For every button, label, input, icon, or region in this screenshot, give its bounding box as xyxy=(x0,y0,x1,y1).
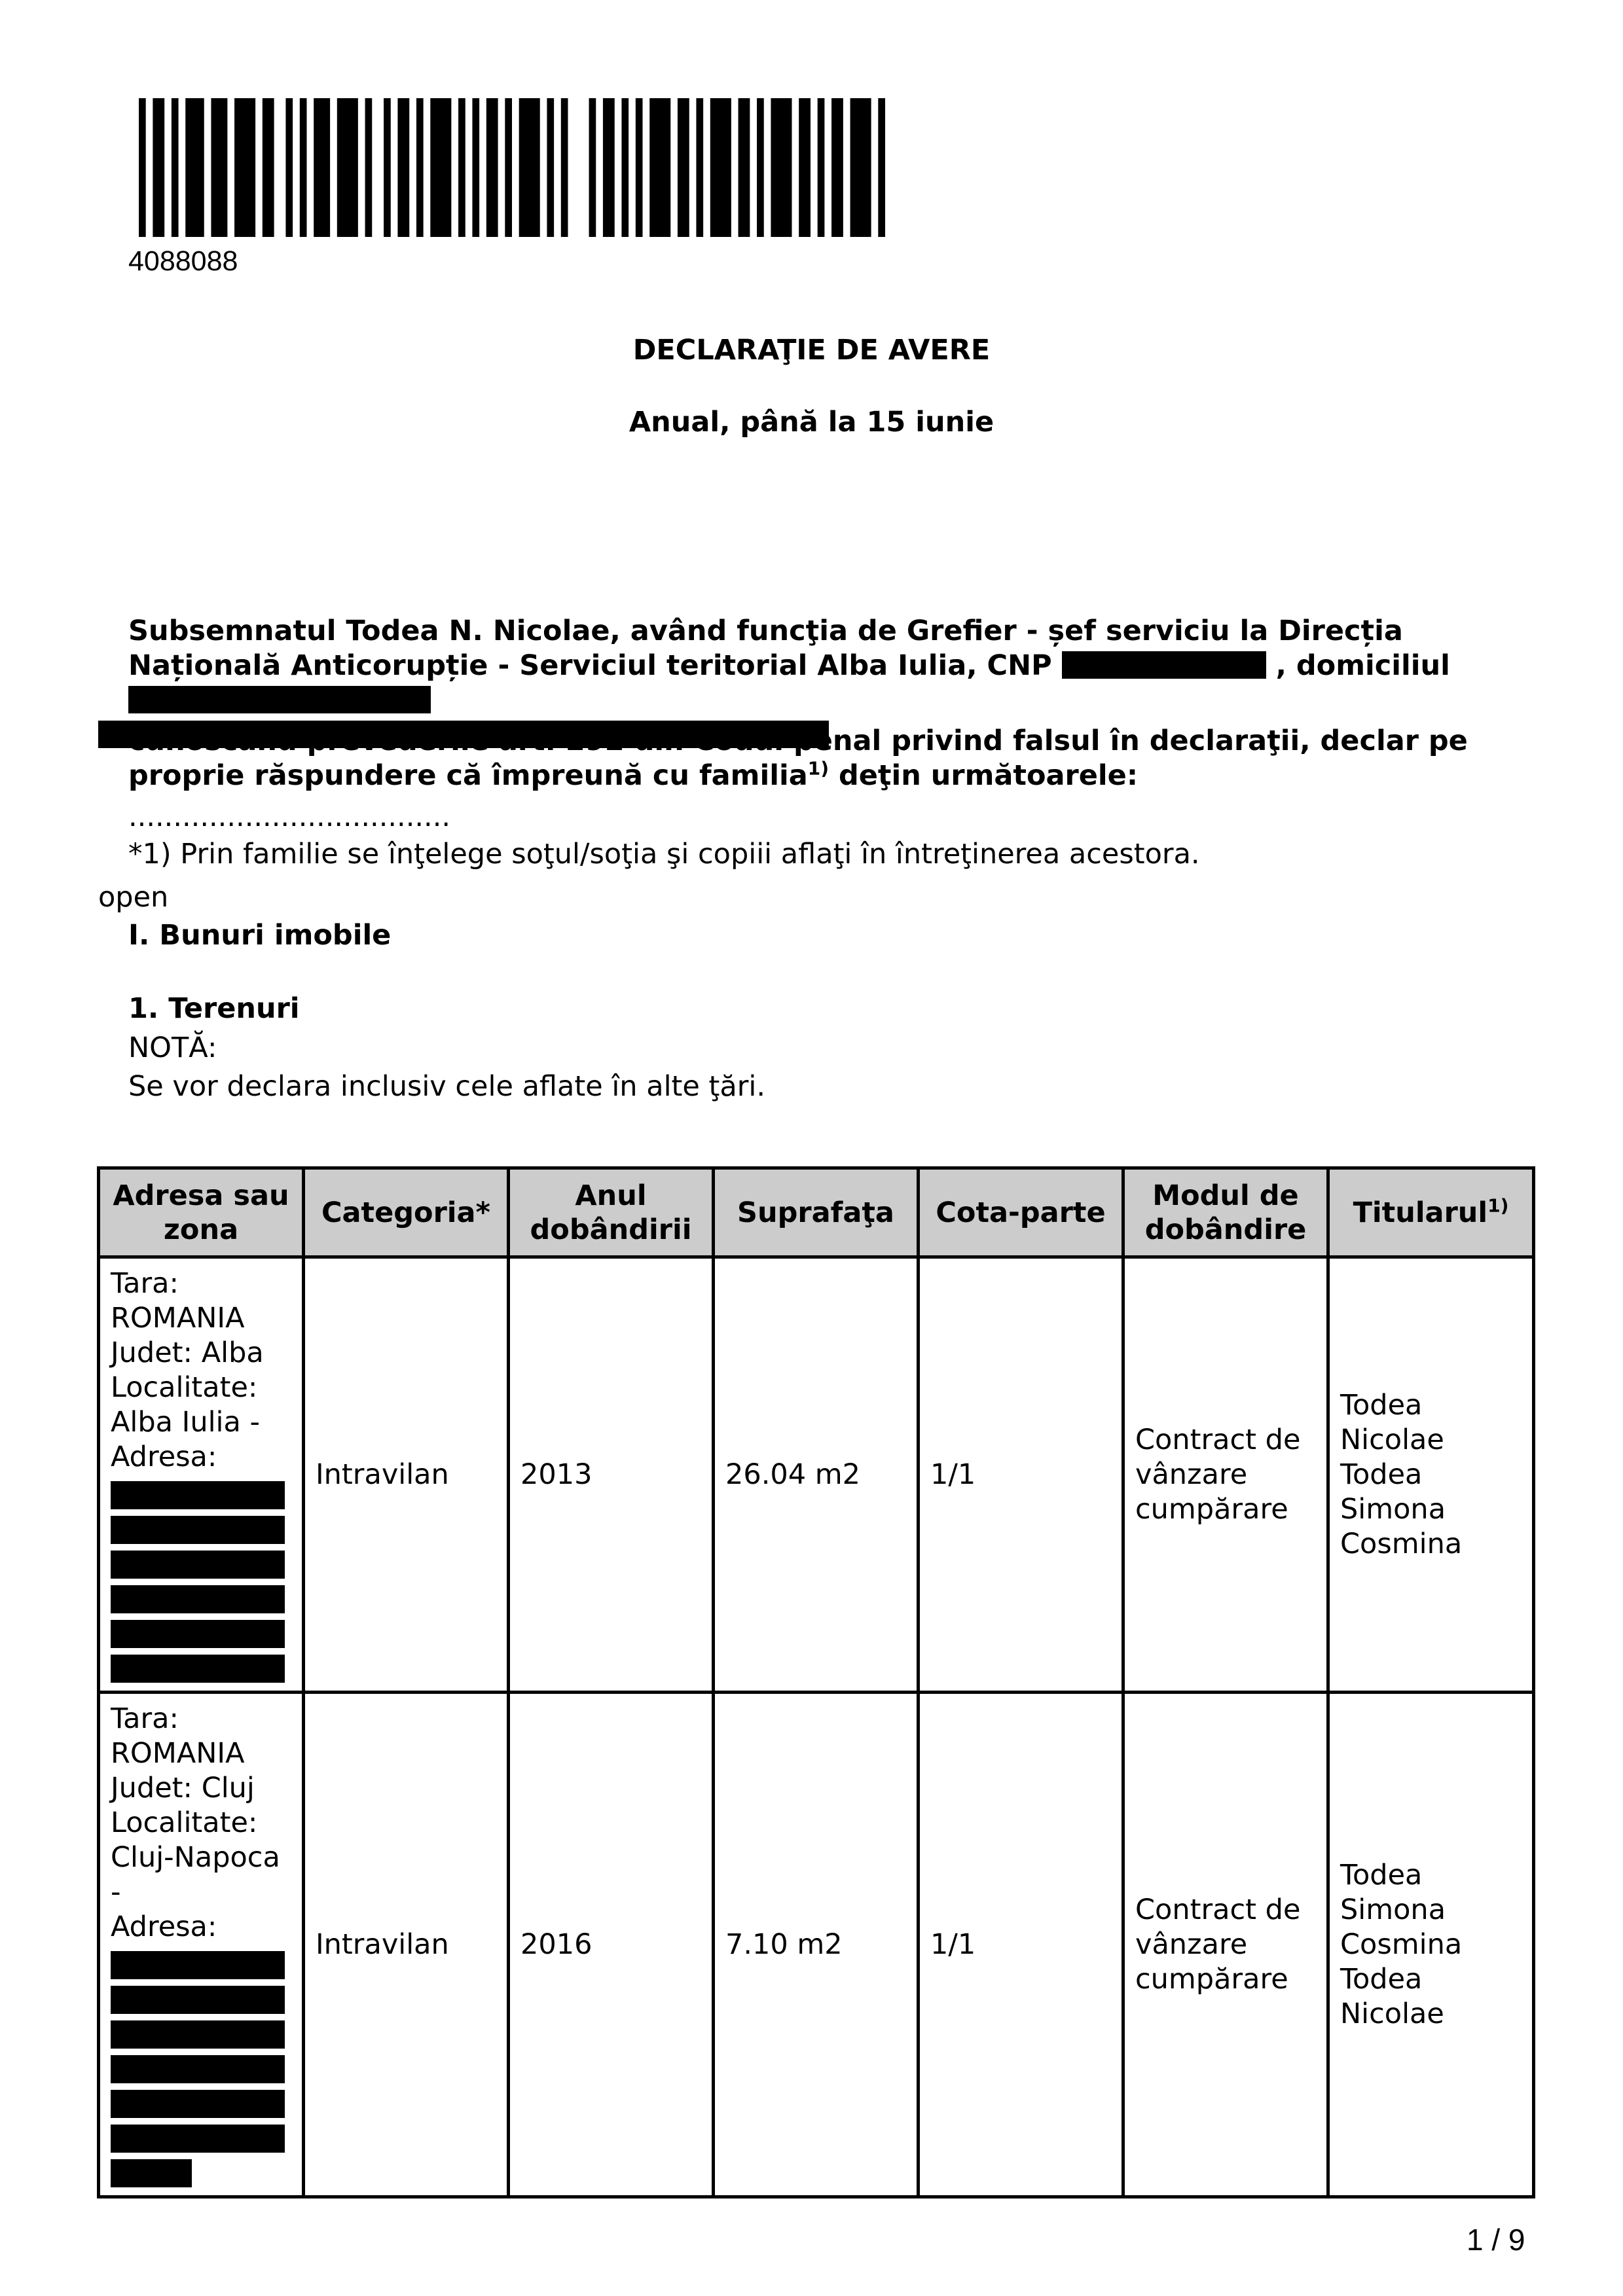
table-row xyxy=(99,1693,1534,2197)
cell-anul: 2013 xyxy=(509,1257,714,1693)
cell-modul: Contract de vânzare cumpărare xyxy=(1123,1693,1328,2197)
cell-suprafata: 26.04 m2 xyxy=(714,1257,919,1693)
column-header-modul: Modul de dobândire xyxy=(1123,1168,1328,1257)
document-title: DECLARAŢIE DE AVERE xyxy=(632,334,991,367)
barcode-bar xyxy=(234,98,255,237)
barcode-bar xyxy=(365,98,373,237)
redacted-address xyxy=(111,1481,285,1509)
barcode-bar xyxy=(505,98,512,237)
barcode-bar xyxy=(547,98,554,237)
barcode xyxy=(139,98,885,237)
barcode-bar xyxy=(878,98,885,237)
barcode-bar xyxy=(430,98,451,237)
family-footnote-marker: 1) xyxy=(807,757,829,780)
redacted-cnp xyxy=(1062,651,1266,679)
redacted-address xyxy=(111,2090,285,2118)
barcode-bar xyxy=(636,98,643,237)
barcode-bar xyxy=(710,98,731,237)
declaration-text: cunoscând prevederile art. 292 din Codul penal privind falsul în declaraţii, declar pe proprie răspundere că împreună cu familia xyxy=(128,725,1468,792)
cell-cota: 1/1 xyxy=(919,1693,1123,2197)
barcode-bar xyxy=(831,98,843,237)
barcode-bar xyxy=(416,98,424,237)
cell-categoria: Intravilan xyxy=(304,1257,509,1693)
declaration-text-end: deţin următoarele: xyxy=(829,759,1139,792)
column-header-adresa: Adresa sau zona xyxy=(99,1168,304,1257)
column-header-anul: Anul dobândirii xyxy=(509,1168,714,1257)
barcode-bar xyxy=(771,98,792,237)
barcode-bar xyxy=(696,98,703,237)
barcode-bar xyxy=(314,98,330,237)
cell-modul: Contract de vânzare cumpărare xyxy=(1123,1257,1328,1693)
redacted-address xyxy=(111,1585,285,1613)
cell-titular: Todea Simona Cosmina Todea Nicolae xyxy=(1328,1693,1534,2197)
cell-titular: Todea Nicolae Todea Simona Cosmina xyxy=(1328,1257,1534,1693)
redacted-address xyxy=(111,1986,285,2014)
column-header-titular: Titularul$^{1)}$ xyxy=(1328,1168,1534,1257)
document-subtitle: Anual, până la 15 iunie xyxy=(629,406,994,439)
declaration-paragraph xyxy=(98,724,1539,793)
barcode-bar xyxy=(678,98,689,237)
dots-line: .................................... xyxy=(128,800,451,833)
section-heading: I. Bunuri imobile xyxy=(128,919,392,952)
column-header-cota: Cota-parte xyxy=(919,1168,1123,1257)
barcode-bar xyxy=(799,98,811,237)
cell-cota: 1/1 xyxy=(919,1257,1123,1693)
barcode-bar xyxy=(285,98,293,237)
barcode-bar xyxy=(757,98,764,237)
redacted-address xyxy=(111,2055,285,2083)
page-number: 1 / 9 xyxy=(1467,2223,1525,2257)
domiciliu-label: , domiciliul xyxy=(1275,649,1450,682)
barcode-bar xyxy=(172,98,179,237)
family-footnote: *1) Prin familie se înţelege soţul/soţia şi copiii aflaţi în întreţinerea acestora. xyxy=(128,838,1200,870)
barcode-bar xyxy=(739,98,750,237)
barcode-bar xyxy=(153,98,164,237)
redacted-address xyxy=(111,2020,285,2049)
open-marker: open xyxy=(98,881,169,914)
barcode-bar xyxy=(649,98,670,237)
barcode-bar xyxy=(621,98,629,237)
nota-label: NOTĂ: xyxy=(128,1031,217,1064)
table-row xyxy=(99,1257,1534,1693)
redacted-address xyxy=(111,1951,285,1979)
barcode-bar xyxy=(139,98,146,237)
barcode-bar xyxy=(603,98,615,237)
nota-text: Se vor declara inclusiv cele aflate în alte ţări. xyxy=(128,1070,766,1103)
barcode-bar xyxy=(300,98,307,237)
terenuri-table xyxy=(97,1166,1535,2198)
barcode-bar xyxy=(211,98,227,237)
cell-anul: 2016 xyxy=(509,1693,714,2197)
redacted-domiciliu xyxy=(128,686,431,713)
barcode-bar xyxy=(589,98,596,237)
column-header-categoria: Categoria* xyxy=(304,1168,509,1257)
barcode-bar xyxy=(818,98,825,237)
barcode-bar xyxy=(519,98,540,237)
barcode-bar xyxy=(458,98,465,237)
declarant-text: Subsemnatul Todea N. Nicolae, având funcţia de Grefier - șef serviciu la Direcția Națională Anticorupție - Serviciul teritorial Alba Iulia, CNP xyxy=(128,615,1403,682)
redacted-address xyxy=(111,1655,285,1683)
column-header-suprafata: Suprafaţa xyxy=(714,1168,919,1257)
table-header-row xyxy=(99,1168,1534,1257)
cell-adresa: Tara: ROMANIA Judet: Cluj Localitate: Cluj-Napoca - Adresa: xyxy=(99,1693,304,2197)
barcode-bar xyxy=(561,98,568,237)
subsection-heading: 1. Terenuri xyxy=(128,992,300,1025)
redacted-address xyxy=(111,1620,285,1648)
barcode-number: 4088088 xyxy=(128,245,238,277)
barcode-bar xyxy=(850,98,871,237)
barcode-bar xyxy=(263,98,274,237)
barcode-bar xyxy=(397,98,409,237)
redacted-address xyxy=(111,2159,192,2187)
barcode-bar xyxy=(185,98,204,237)
barcode-bar xyxy=(472,98,479,237)
cell-categoria: Intravilan xyxy=(304,1693,509,2197)
redacted-address xyxy=(111,1551,285,1579)
barcode-bar xyxy=(486,98,498,237)
redacted-address xyxy=(111,2125,285,2153)
cell-adresa: Tara: ROMANIA Judet: Alba Localitate: Alba Iulia - Adresa: xyxy=(99,1257,304,1693)
cell-suprafata: 7.10 m2 xyxy=(714,1693,919,2197)
barcode-bar xyxy=(384,98,391,237)
redacted-address xyxy=(111,1516,285,1544)
barcode-bar xyxy=(337,98,358,237)
